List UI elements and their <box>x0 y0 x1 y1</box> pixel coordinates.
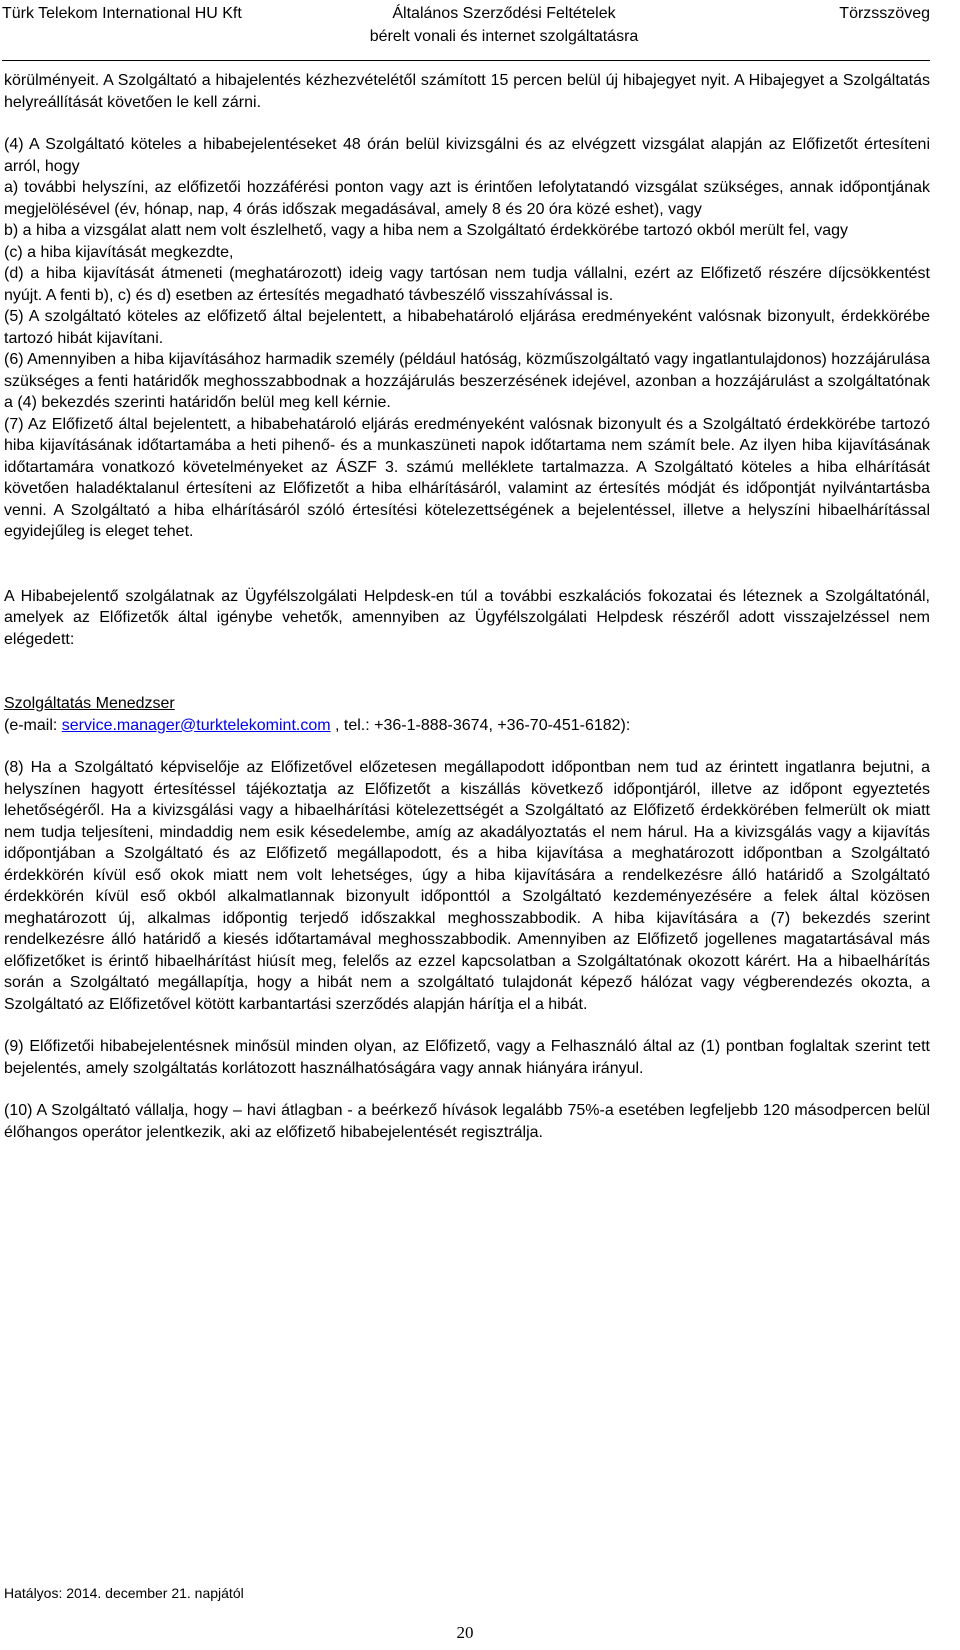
header-company: Türk Telekom International HU Kft <box>2 5 242 22</box>
header-title: Általános Szerződési Feltételek <box>392 5 616 22</box>
contact-prefix: (e-mail: <box>4 716 62 734</box>
paragraph-7: (7) Az Előfizető által bejelentett, a hibabehatároló eljárás eredményeként valósnak bizonyult és a Szolgáltató érdekkörébe tartozó hiba kijavításának időtartamába a heti pihenő- és a munkaszüneti napok időtartama nem számít bele. Az ilyen hiba kijavításának időtartamára vonatkozó követelményeket az ÁSZF 3. számú melléklete tartalmazza. A Szolgáltató köteles a hiba elhárítását követően haladéktalanul értesíteni az Előfizetőt a hiba elhárításáról, valamint az értesítés módját és időpontját nyilvántartásba venni. A Szolgáltató a hiba elhárításáról szóló értesítési kötelezettségének a bejelentéssel, illetve a helyszíni hibaelhárítással egyidejűleg is eleget tehet. <box>4 415 930 540</box>
paragraph-4-c: (c) a hiba kijavítását megkezdte, <box>4 243 234 261</box>
paragraph-4-b: b) a hiba a vizsgálat alatt nem volt észlelhető, vagy a hiba nem a Szolgáltató érdekkörébe tartozó okból merült fel, vagy <box>4 222 849 239</box>
contact-heading: Szolgáltatás Menedzser <box>4 695 175 712</box>
paragraph-6: (6) Amennyiben a hiba kijavításához harmadik személy (például hatóság, közműszolgáltató vagy ingatlantulajdonos) hozzájárulása szükséges a fenti határidők meghosszabbodnak a hozzájárulás beszerzésének idejével, azonban a hozzájárulást a szolgáltatónak a (4) bekezdés szerinti határidőn belül meg kell kérnie. <box>4 351 930 411</box>
contact-line <box>4 715 930 737</box>
page-number: 20 <box>456 1623 474 1642</box>
header-divider <box>2 60 930 61</box>
paragraph-9: (9) Előfizetői hibabejelentésnek minősül minden olyan, az Előfizető, vagy a Felhasználó által az (1) pontban foglaltak szerint tett bejelentés, amely szolgáltatás korlátozott használhatóságára vagy annak hiányára irányul. <box>4 1038 930 1077</box>
paragraph-continuation: körülményeit. A Szolgáltató a hibajelentés kézhezvételétől számított 15 percen belül új hibajegyet nyit. A Hibajegyet a Szolgáltatás helyreállítását követően le kell zárni. <box>4 72 930 111</box>
page-header <box>0 0 960 62</box>
paragraph-8: (8) Ha a Szolgáltató képviselője az Előfizetővel előzetesen megállapodott időpontban nem tud az érintett ingatlanra bejutni, a helyszínen hagyott értesítéssel tájékoztatja az Előfizetőt a kiszállás következő időpontjáról, illetve az időpont egyeztetés lehetőségéről. Ha a kivizsgálási vagy a hibaelhárítási kötelezettségét a Szolgáltató az Előfizető érdekkörében felmerült ok miatt nem tudja teljesíteni, mindaddig nem esik késedelembe, amíg az akadályoztatás el nem hárul. Ha a kivizsgálás vagy a kijavítás időpontjában a Szolgáltató és az Előfizető megállapodott, és a hiba kijavítása a meghatározott időpontban a Szolgáltató érdekkörén kívül eső okok miatt nem volt lehetséges, úgy a hiba kijavítására a rendelkezésre álló határidő a Szolgáltató érdekkörén kívül eső okból alkalmatlannak bizonyult időponttól a Szolgáltató kezdeményezésére a felek által közösen meghatározott új, alkalmas időpontig terjedő időszakkal meghosszabbodik. A hiba kijavítására a (7) bekezdés szerint rendelkezésre álló határidő a kiesés időtartamával meghosszabbodik. Amennyiben az Előfizető jogellenes magatartásával más előfizetőket is érintő hibaelhárítást hiúsít meg, felelős az ezzel kapcsolatban a Szolgáltatónak okozott kárért. Ha a hibaelhárítás során a Szolgáltató megállapítja, hogy a hibát nem a szolgáltató tulajdonát képező hálózat vagy végberendezés okozta, a Szolgáltató az Előfizetővel kötött karbantartási szerződés alapján hárítja el a hibát. <box>4 759 930 1013</box>
header-section: Törzsszöveg <box>839 5 930 22</box>
paragraph-4-a: a) további helyszíni, az előfizetői hozzáférési ponton vagy azt is érintően lefolytatandó vizsgálat szükséges, annak időpontjának megjelölésével (év, hónap, nap, 4 órás időszak megadásával, amely 8 és 20 óra közé eshet), vagy <box>4 179 930 218</box>
document-body <box>4 70 930 1143</box>
paragraph-5: (5) A szolgáltató köteles az előfizető által bejelentett, a hibabehatároló eljárása eredményeként valósnak bizonyult, érdekkörébe tartozó hibát kijavítani. <box>4 308 930 347</box>
footer-effective-date: Hatályos: 2014. december 21. napjától <box>4 1585 244 1601</box>
header-subtitle: bérelt vonali és internet szolgáltatásra <box>369 28 639 45</box>
contact-suffix: , tel.: +36-1-888-3674, +36-70-451-6182): <box>330 716 631 734</box>
paragraph-10: (10) A Szolgáltató vállalja, hogy – havi átlagban - a beérkező hívások legalább 75%-a esetében legfeljebb 120 másodpercen belül élőhangos operátor jelentkezik, aki az előfizető hibabejelentését regisztrálja. <box>4 1102 930 1141</box>
email-link[interactable]: service.manager@turktelekomint.com <box>61 716 331 734</box>
paragraph-4-d: (d) a hiba kijavítását átmeneti (meghatározott) ideig vagy tartósan nem tudja vállalni, ezért az Előfizető részére díjcsökkentést nyújt. A fenti b), c) és d) esetben az értesítés megadható távbeszélő visszahívással is. <box>4 265 930 304</box>
escalation-paragraph: A Hibabejelentő szolgálatnak az Ügyfélszolgálati Helpdesk-en túl a további eszkalációs fokozatai és léteznek a Szolgáltatónál, amelyek az Előfizetők által igénybe vehetők, amennyiben az Ügyfélszolgálati Helpdesk részéről adott visszajelzéssel nem elégedett: <box>4 587 930 648</box>
paragraph-4-intro: (4) A Szolgáltató köteles a hibabejelentéseket 48 órán belül kivizsgálni és az elvégzett vizsgálat alapján az Előfizetőt értesíteni arról, hogy <box>4 136 930 175</box>
